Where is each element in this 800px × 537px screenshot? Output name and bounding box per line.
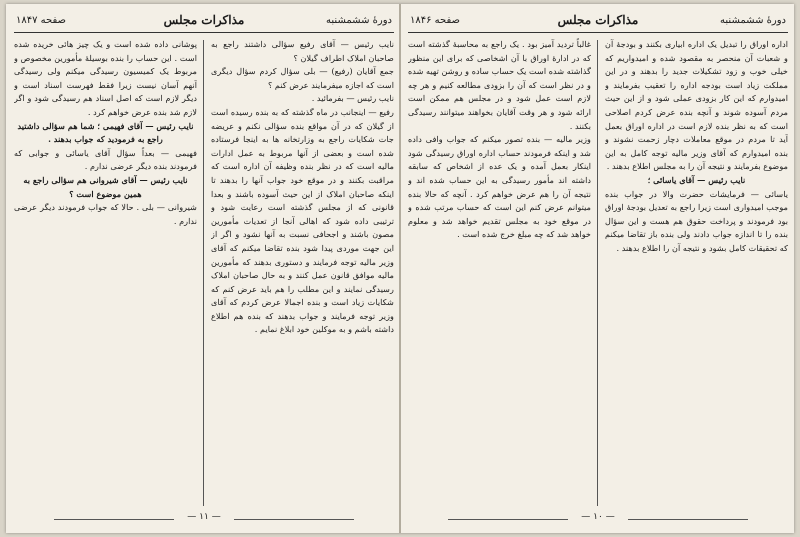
document-spread [6, 4, 794, 533]
speaker-line: نایب رئیس — آقای فهیمی ؛ شما هم سؤالی داشتید راجع به فرمودید که جواب بدهند . [17, 120, 194, 145]
page-header [408, 10, 788, 33]
header-page-label: صفحه ۱۸۴۶ [410, 15, 461, 26]
header-day-text: شنبه [720, 15, 741, 26]
paragraph: جمع آقایان (رفیع) — بلی سؤال کردم سؤال دیگری است که اجازه میفرمایند عرض کنم ؟ [211, 66, 394, 90]
text-columns [408, 38, 788, 508]
right-page [408, 10, 788, 527]
paragraph: نایب رئیس — آقای رفیع سؤالی داشتند راجع به صاحبان املاک اطراف گیلان ؟ [211, 39, 394, 63]
paragraph: نایب رئیس — بفرمائید . [311, 93, 394, 104]
paragraph: پوشانی داده شده است و یک چیز هائی خریده شده است . این حساب را بنده بوسیلهٔ مأمورین مخصوص و مربوط یک کمیسیون رسیدگی میکنم ولی رسیدگی آنهم آسان نیست زیرا فقط فهرست اسناد است و دیگر لازم است که اصل اسناد هم رسیدگی شود و اگر لازم شد بنده عرض خواهم کرد . [14, 39, 197, 117]
page-header [14, 10, 394, 33]
column-right [211, 38, 394, 508]
left-page [14, 10, 394, 527]
footer-rule [234, 519, 354, 520]
page-number: — ۱۰ — [581, 512, 615, 522]
paragraph: وزیر مالیه — بنده تصور میکنم که جواب وافی داده شد و اینکه فرمودند حساب اداره اوراق رسیدگی شود اینکار بعمل آمده و یک عده از اشخاص که سابقه داشته اند مأمور رسیدگی به این حساب شده اند و نتیجه آن را هم عرض خواهم کرد . آنچه که حالا بنده میتوانم عرض کنم این است که حساب مرتب شده و در موقع خود به مجلس تقدیم خواهد شد و معلوم خواهد شد که چه مبلغ خرج شده است . [408, 134, 591, 240]
footer-rule [448, 519, 568, 520]
column-right [605, 38, 788, 508]
header-page-label: صفحه ۱۸۴۷ [16, 15, 67, 26]
paragraph: رفیع — اینجانب در ماه گذشته که به بنده رسیده است از گیلان که در آن مواقع بنده سؤالی نکنم و عریضه جات شکایات راجع به وزارتخانه ها به اینجا فرستاده شده است و بعضی از آنها مربوط به عمل ادارات مالیه است که در نظر بنده وظیفه آن اداره است که مراقبت بکنند و در موقع خود جواب آنها را بدهند تا اینکه صاحبان املاک از این حیث آسوده باشند و بعدا قانونی که از مجلس گذشته است رعایت شود و ترتیبی داده شود که اهالی آنجا از تعدیات مأمورین مصون باشند و اجحافی نسبت به آنها نشود و اگر از این جهت موردی پیدا شود بنده تقاضا میکنم که آقای وزیر مالیه توجه فرمایند و دستوری بدهند که مأمورین مالیه موافق قانون عمل کنند و به حال صاحبان املاک رسیدگی نمایند و این مطلب را هم باید عرض کنم که شکایات زیاد است و بنده اجمالا عرض کردم که آقای وزیر توجه فرمایند و جواب بدهند که بنده هم اطلاع داشته باشم و به موکلین خود ابلاغ نمایم . [211, 106, 394, 335]
speaker-line: نایب رئیس — آقای یاسائی ؛ [647, 174, 746, 185]
header-title: مذاکرات مجلس [163, 13, 245, 27]
column-left [408, 38, 591, 508]
page-footer [14, 511, 394, 527]
paragraph: شیروانی — بلی . حالا که جواب فرمودند دیگر عرضی ندارم . [14, 202, 197, 226]
paragraph: غالباً تردید آمیز بود . یک راجع به محاسبهٔ گذشته است که در ادارهٔ اوراق با آن اشخاصی که برای این منظور گذاشته شده است یک حساب ساده و روشن تهیه شده و در نظر است که آن را بزودی مطالعه کنیم و هر چه لازم است عمل شود و در مجلس هم ممکن است ارائه شود و هر وقت آقایان بخواهند میتوانند رسیدگی بکنند . [408, 39, 591, 131]
column-left [14, 38, 197, 508]
header-session-text: دورهٔ ششم [740, 15, 786, 26]
footer-rule [628, 519, 748, 520]
page-footer [408, 511, 788, 527]
text-columns [14, 38, 394, 508]
book-gutter [399, 4, 401, 533]
column-divider [203, 40, 204, 506]
header-day-text: شنبه [326, 15, 347, 26]
speaker-line: نایب رئیس — آقای شیروانی هم سؤالی راجع به همین موضوع است ؟ [23, 174, 188, 199]
paragraph: فهیمی — بعداً سؤال آقای یاسائی و جوابی که فرمودند بنده دیگر عرضی ندارم . [14, 147, 197, 172]
paragraph: اداره اوراق را تبدیل یک اداره ابیاری بکنند و بودجهٔ آن و شعبات آن منحصر به مقصود شده و امیدواریم که خیلی خوب و زود تشکیلات جدید را بدهند و در این مملکت زیاد است بودجه اداره را تعقیب بفرمایند و امیدوارم که این کار بزودی عملی شود و از این حیث مردم آسوده شوند و آنچه بنده عرض کردم اصلاحی است که به نظر بنده لازم است در اداره اوراق بعمل آید تا مردم در موقع معاملات دچار زحمت نشوند و بنده امیدوارم که آقای وزیر مالیه توجه کامل به این موضوع بفرمایند و نتیجه آن را به مجلس اطلاع بدهند . [605, 39, 788, 172]
page-number: — ۱۱ — [187, 512, 221, 522]
column-divider [597, 40, 598, 506]
footer-rule [54, 519, 174, 520]
paragraph: یاسائی — فرمایشات حضرت والا در جواب بنده موجب امیدواری است زیرا راجع به تعدیل بودجهٔ اوراق بود فرمودند و پرداخت حقوق هم هست و این سؤال بنده را تا اندازه جواب دادند ولی بنده باز تقاضا میکنم که تحقیقات کامل بشود و نتیجه آن را اطلاع بدهند . [605, 188, 788, 253]
header-session-text: دورهٔ ششم [346, 15, 392, 26]
header-title: مذاکرات مجلس [557, 13, 639, 27]
